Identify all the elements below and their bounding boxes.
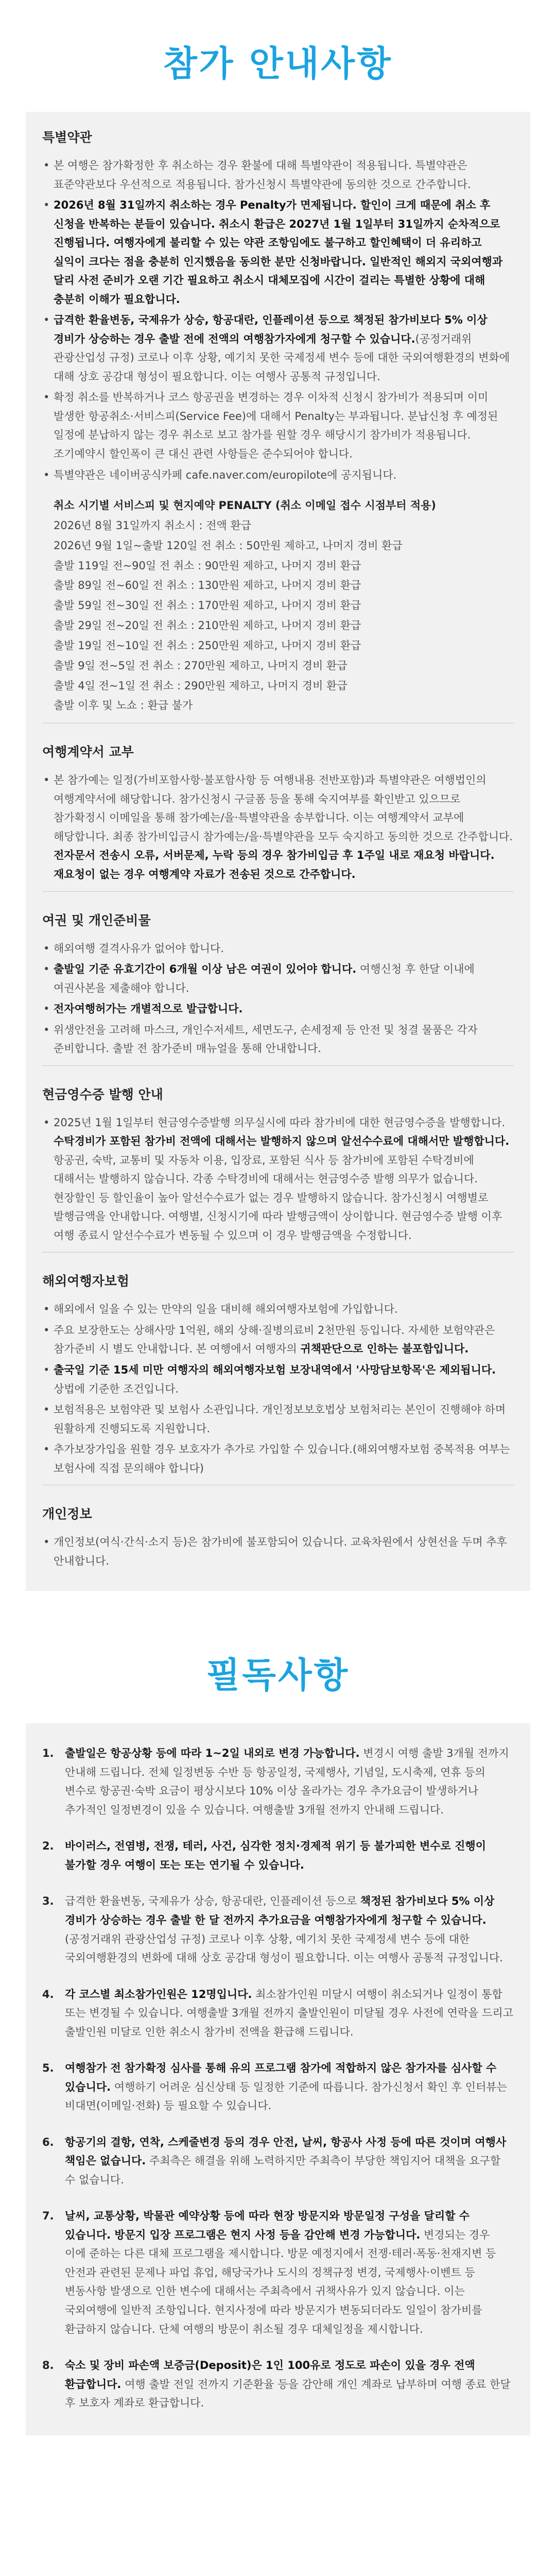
list-item [42, 196, 514, 309]
list-item [42, 1300, 514, 1319]
insurance-list [42, 1300, 514, 1478]
item-text-after: 주최측은 해결을 위해 노력하지만 주최측이 부당한 책임지어 대책을 요구할 수 없습니다. [65, 2155, 501, 2186]
item-emphasis: 귀책판단으로 인하는 불포함입니다. [300, 1343, 469, 1355]
item-text-after: 최소참가인원 미달시 여행이 취소되거나 일정이 통합 또는 변경될 수 있습니다. 여행출발 3개월 전까지 출발인원이 미달될 경우 사전에 연락을 드리고 출발인원 미달로 인한 취소시 참가비 전액을 환급해 드립니다. [65, 1988, 514, 2038]
list-item [42, 1021, 514, 1058]
item-emphasis: 수탁경비가 포함된 참가비 전액에 대해서는 발행하지 않으며 알선수수료에 대해서만 발행합니다. [54, 1135, 510, 1148]
item-text-after: (공정거래위 관광산업성 규정) 코로나 이후 상황, 예기치 못한 국제정세 변수 등에 대한 국외여행환경의 변화에 대해 상호 공감대 형성이 필요합니다. 이는 여행사 공통적 규정입니다. [54, 332, 510, 383]
item-emphasis: 여행참가 전 참가확정 심사를 통해 유의 프로그램 참가에 적합하지 않은 참가자를 심사할 수 있습니다. [65, 2062, 497, 2093]
item-number: 1. [42, 1747, 54, 1760]
item-emphasis: 급격한 환율변동, 국제유가 상승, 항공대란, 인플레이션 등으로 책정된 참가비보다 5% 이상 경비가 상승하는 경우 출발 전에 전액의 여행참가자에게 청구할 수 있습니다. [54, 314, 488, 345]
item-emphasis: 전자여행허가는 개별적으로 발급합니다. [54, 1003, 243, 1015]
must-read-item [42, 1837, 514, 1874]
item-number: 4. [42, 1988, 54, 2001]
receipt-list [42, 1113, 514, 1245]
insurance-heading: 해외여행자보험 [42, 1274, 130, 1289]
passport-list [42, 939, 514, 1058]
item-text-after: 여행 출발 전일 전까지 기준환율 등을 감안해 개인 계좌로 납부하며 여행 종료 한달 후 보호자 계좌로 환급합니다. [65, 2378, 511, 2410]
privacy-heading: 개인정보 [42, 1506, 92, 1522]
special-terms-list [42, 156, 514, 484]
must-read-item [42, 2133, 514, 2190]
passport-heading: 여권 및 개인준비물 [42, 912, 151, 928]
schedule-line: 출발 19일 전~10일 전 취소 : 250만원 제하고, 나머지 경비 환급 [54, 639, 361, 652]
list-item [42, 1440, 514, 1478]
schedule-line: 2026년 9월 1일~출발 120일 전 취소 : 50만원 제하고, 나머지 경비 환급 [54, 539, 403, 552]
item-text-after: 변경되는 경우 이에 준하는 다른 대체 프로그램을 제시합니다. 방문 예정지에서 전쟁·테러·폭동·천재지변 등 안전과 관련된 문제나 파업 휴업, 해당국가나 도시의 정책규정 변경, 국제행사·이벤트 등 변동사항 발생으로 인한 변수에 대해서는 주최측에서 귀책사유가 있지 않습니다. 이는 국외여행에 일반적 조항입니다. 현지사정에 따라 방문지가 변동되더라도 일일이 참가비를 환급하지 않습니다. 단체 여행의 방문이 취소될 경우 대체일정을 제시합니다. [65, 2228, 496, 2335]
schedule-line: 2026년 8월 31일까지 취소시 : 전액 환급 [54, 519, 252, 532]
must-read-item [42, 2059, 514, 2115]
item-emphasis: 출국일 기준 15세 미만 여행자의 해외여행자보험 보장내역에서 '사망담보항목'은 제외됩니다. [54, 1364, 496, 1376]
item-emphasis: 날씨, 교통상황, 박물관 예약상황 등에 따라 현장 방문지와 방문일정 구성을 달리할 수 있습니다. 방문지 입장 프로그램은 현지 사정 등을 감안해 변경 가능합니다. [65, 2210, 470, 2241]
item-number: 8. [42, 2359, 54, 2372]
item-text: 주요 보장한도는 상해사망 1억원, 해외 상해·질병의료비 2천만원 등입니다. 자세한 보험약관은 참가준비 시 별도 안내합니다. 본 여행에서 여행자의 [54, 1324, 495, 1355]
list-item [42, 939, 514, 958]
item-text: 본 참가예는 일정(가비포함사항·불포함사항 등 여행내용 전반포함)과 특별약관은 여행법인의 여행계약서에 해당합니다. 참가신청시 구글폼 등을 통해 숙지여부를 확인받고 있으므로 참가확정시 이메일을 통해 참가예는/을·특별약관을 송부합니다. 이는 여행계약서 교부에 해당합니다. 최종 참가비입금시 참가예는/을·특별약관을 모두 숙지하고 동의한 것으로 간주합니다. [54, 774, 513, 843]
list-item [42, 1533, 514, 1570]
item-number: 7. [42, 2210, 54, 2223]
item-text: 위생안전을 고려해 마스크, 개인수저세트, 세면도구, 손세정제 등 안전 및 청결 물품은 각자 준비합니다. 출발 전 참가준비 매뉴얼을 통해 안내합니다. [54, 1023, 478, 1055]
item-text: 보험적용은 보험약관 및 보험사 소관입니다. 개인정보보호법상 보험처리는 본인이 진행해야 하며 원활하게 진행되도록 지원합니다. [54, 1403, 506, 1435]
item-emphasis: 출발일은 항공상황 등에 따라 1~2일 내외로 변경 가능합니다. [65, 1747, 360, 1760]
list-item [42, 999, 514, 1019]
item-emphasis: 출발일 기준 유효기간이 6개월 이상 남은 여권이 있어야 합니다. [54, 963, 357, 976]
item-text: 급격한 환율변동, 국제유가 상승, 항공대란, 인플레이션 등으로 [65, 1895, 360, 1908]
item-text-after: 여행신청 후 한달 이내에 여권사본을 제출해야 합니다. [54, 963, 475, 994]
schedule-line: 출발 29일 전~20일 전 취소 : 210만원 제하고, 나머지 경비 환급 [54, 619, 361, 632]
participation-title: 참가 안내사항 [163, 44, 393, 84]
item-emphasis: 숙소 및 장비 파손액 보증금(Deposit)은 1인 100유로 정도로 파손이 있을 경우 전액 환급합니다. [65, 2359, 475, 2391]
schedule-heading: 취소 시기별 서비스피 및 현지예약 PENALTY (취소 이메일 접수 시점부터 적용) [54, 499, 437, 512]
special-terms-heading: 특별약관 [42, 130, 92, 145]
item-text-after: 변경시 여행 출발 3개월 전까지 안내해 드립니다. 전체 일정변동 수반 등 항공일정, 국제행사, 기념일, 도시축제, 연휴 등의 변수로 항공권·숙박 요금이 평상시보다 10% 이상 올라가는 경우 추가요금이 발생하거나 추가적인 일정변경이 있을 수 있습니다. 여행출발 3개월 전까지 안내해 드립니다. [65, 1747, 509, 1816]
item-text-after: 항공권, 숙박, 교통비 및 자동차 이용, 입장료, 포함된 식사 등 참가비에 포함된 수탁경비에 대해서는 발행하지 않습니다. 각종 수탁경비에 대해서는 현금영수증 발행 의무가 없습니다. 현장할인 등 할인율이 높아 알선수수료가 없는 경우 발행하지 않습니다. 참가신청시 여행별로 발행금액을 안내합니다. 여행별, 신청시기에 따라 발행금액이 상이합니다. 현금영수증 발행 이후 여행 종료시 알선수수료가 변동될 수 있으며 이 경우 발행금액을 수정합니다. [54, 1154, 502, 1242]
list-item [42, 1113, 514, 1245]
list-item [42, 771, 514, 884]
schedule-line: 출발 9일 전~5일 전 취소 : 270만원 제하고, 나머지 경비 환급 [54, 659, 348, 672]
participation-box [26, 112, 530, 1591]
contract-list [42, 771, 514, 884]
must-read-item [42, 1892, 514, 1967]
list-item [42, 466, 514, 485]
must-read-item [42, 1744, 514, 1819]
item-text: 개인정보(여식·간식·소지 등)은 참가비에 불포함되어 있습니다. 교육차원에서 상현선을 두며 추후 안내합니다. [54, 1536, 507, 1567]
privacy-list [42, 1533, 514, 1570]
item-text: 해외여행 결격사유가 없어야 합니다. [54, 942, 224, 955]
item-emphasis: 2026년 8월 31일까지 취소하는 경우 Penalty가 면제됩니다. 할인이 크게 때문에 취소 후 신청을 반복하는 분들이 있습니다. 취소시 환급은 2027년 1월 1일부터 31일까지 순차적으로 진행됩니다. 여행자에게 불리할 수 있는 약관 조항임에도 불구하고 할인혜택이 더 유리하고 실익이 크다는 점을 충분히 인지했음을 동의한 분만 신청바랍니다. 일반적인 해외지 국외여행과 달리 사전 준비가 오랜 기간 필요하고 취소시 대체모집에 시간이 걸리는 특별한 상황에 대해 충분히 이해가 필요합니다. [54, 199, 503, 306]
item-emphasis: 항공기의 결항, 연착, 스케줄변경 등의 경우 안전, 날씨, 항공사 사정 등에 따른 것이며 여행사 책임은 없습니다. [65, 2136, 507, 2167]
divider [42, 1065, 514, 1066]
item-text: 2025년 1월 1일부터 현금영수증발행 의무실시에 따라 참가비에 대한 현금영수증을 발행합니다. [54, 1116, 506, 1129]
receipt-heading: 현금영수증 발행 안내 [42, 1087, 163, 1102]
item-text: 특별약관은 네이버공식카페 cafe.naver.com/europilote에 공지됩니다. [54, 468, 397, 481]
schedule-line: 출발 89일 전~60일 전 취소 : 130만원 제하고, 나머지 경비 환급 [54, 579, 361, 592]
list-item [42, 156, 514, 194]
list-item [42, 388, 514, 463]
item-text: 추가보장가입을 원할 경우 보호자가 추가로 가입할 수 있습니다.(해외여행자보험 중복적용 여부는 보험사에 직접 문의해야 합니다) [54, 1443, 510, 1475]
item-text-after: (공정거래위 관광산업성 규정) 코로나 이후 상황, 예기치 못한 국제정세 변수 등에 대한 국외여행환경의 변화에 대해 상호 공감대 형성이 필요합니다. 이는 여행사 공통적 규정입니다. [65, 1933, 503, 1964]
item-text: 확정 취소를 반복하거나 코스 항공권을 변경하는 경우 이차적 신청시 참가비가 적용되며 이미 발생한 항공취소·서비스피(Service Fee)에 대해서 Penalty는 부과됩니다. 분납신청 후 예정된 일정에 분납하지 않는 경우 취소로 보고 참가를 원할 경우 해당시기 참가비가 적용됩니다. 조기예약시 할인폭이 큰 대신 관련 사항들은 준수되어야 합니다. [54, 391, 498, 460]
schedule-line: 출발 이후 및 노쇼 : 환급 불가 [54, 699, 193, 712]
item-emphasis: 각 코스별 최소참가인원은 12명입니다. [65, 1988, 252, 2001]
list-item [42, 1361, 514, 1398]
schedule-line: 출발 4일 전~1일 전 취소 : 290만원 제하고, 나머지 경비 환급 [54, 679, 348, 692]
list-item [42, 1321, 514, 1359]
item-emphasis: 전자문서 전송시 오류, 서버문제, 누락 등의 경우 참가비입금 후 1주일 내로 재요청 바랍니다. 재요청이 없는 경우 여행계약 자료가 전송된 것으로 간주합니다. [54, 849, 495, 880]
schedule-line: 출발 59일 전~30일 전 취소 : 170만원 제하고, 나머지 경비 환급 [54, 599, 361, 612]
item-number: 3. [42, 1895, 54, 1908]
must-read-box [26, 1723, 530, 2435]
contract-heading: 여행계약서 교부 [42, 744, 134, 760]
schedule-line: 출발 119일 전~90일 전 취소 : 90만원 제하고, 나머지 경비 환급 [54, 559, 361, 572]
schedule-lines [54, 516, 514, 716]
item-number: 2. [42, 1840, 54, 1853]
item-text: 해외에서 일을 수 있는 만약의 일을 대비해 해외여행자보험에 가입합니다. [54, 1303, 398, 1316]
item-number: 5. [42, 2062, 54, 2075]
item-emphasis: 바이러스, 전염병, 전쟁, 테러, 사건, 심각한 정치·경제적 위기 등 불가피한 변수로 진행이 불가할 경우 여행이 또는 또는 연기될 수 있습니다. [65, 1840, 486, 1871]
cancellation-schedule [42, 496, 514, 716]
must-read-item [42, 2207, 514, 2338]
must-read-item [42, 2356, 514, 2413]
must-read-title: 필독사항 [206, 1655, 350, 1697]
item-number: 6. [42, 2136, 54, 2148]
list-item [42, 960, 514, 997]
must-read-item [42, 1985, 514, 2042]
item-text-after: 여행하기 어려운 심신상태 등 일정한 기준에 따릅니다. 참가신청서 확인 후 인터뷰는 비대면(이메일·전화) 등 필요할 수 있습니다. [65, 2080, 507, 2112]
divider [42, 891, 514, 892]
item-text: 본 여행은 참가확정한 후 취소하는 경우 환불에 대해 특별약관이 적용됩니다. 특별약관은 표준약관보다 우선적으로 적용됩니다. 참가신청시 특별약관에 동의한 것으로 간주합니다. [54, 159, 471, 191]
list-item [42, 1400, 514, 1438]
list-item [42, 311, 514, 386]
item-emphasis: 책정된 참가비보다 5% 이상 경비가 상승하는 경우 출발 한 달 전까지 추가요금을 여행참가자에게 청구할 수 있습니다. [65, 1895, 495, 1926]
must-read-list [42, 1744, 514, 2412]
item-text-after: 상법에 기준한 조건입니다. [54, 1382, 179, 1395]
